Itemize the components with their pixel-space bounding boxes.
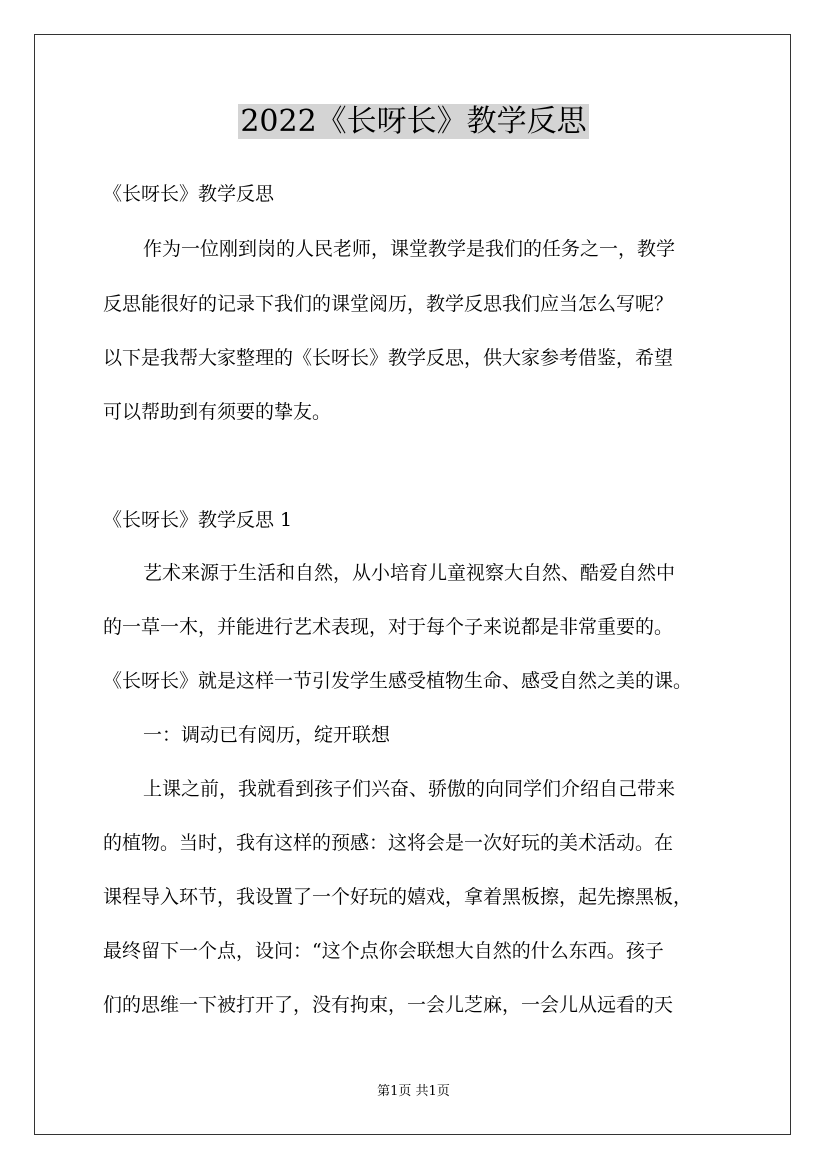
paragraph-1-line-2: 的一草一木，并能进行艺术表现，对于每个子来说都是非常重要的。 <box>103 616 674 638</box>
intro-subtitle: 《长呀长》教学反思 <box>103 183 275 205</box>
paragraph-2-line-4: 最终留下一个点，设问：“这个点你会联想大自然的什么东西。孩子 <box>103 940 664 962</box>
document-title-text: 2022《长呀长》教学反思 <box>240 104 587 139</box>
sub-heading: 一：调动已有阅历，绽开联想 <box>143 724 391 746</box>
intro-line-3: 以下是我帮大家整理的《长呀长》教学反思，供大家参考借鉴，希望 <box>103 347 674 369</box>
paragraph-2-line-3: 课程导入环节，我设置了一个好玩的嬉戏，拿着黑板擦，起先擦黑板， <box>103 886 693 908</box>
intro-line-4: 可以帮助到有须要的挚友。 <box>103 401 332 423</box>
document-title <box>0 100 827 144</box>
page-footer: 第1页 共1页 <box>377 1084 450 1099</box>
paragraph-2-line-1: 上课之前，我就看到孩子们兴奋、骄傲的向同学们介绍自己带来 <box>143 778 676 800</box>
section-heading: 《长呀长》教学反思 1 <box>103 509 293 531</box>
paragraph-1-line-1: 艺术来源于生活和自然，从小培育儿童视察大自然、酷爱自然中 <box>143 562 676 584</box>
intro-line-2: 反思能很好的记录下我们的课堂阅历，教学反思我们应当怎么写呢？ <box>103 293 674 315</box>
paragraph-2-line-5: 们的思维一下被打开了，没有拘束，一会儿芝麻，一会儿从远看的天 <box>103 994 674 1016</box>
paragraph-2-line-2: 的植物。当时，我有这样的预感：这将会是一次好玩的美术活动。在 <box>103 832 674 854</box>
intro-line-1: 作为一位刚到岗的人民老师，课堂教学是我们的任务之一，教学 <box>143 238 676 260</box>
paragraph-1-line-3: 《长呀长》就是这样一节引发学生感受植物生命、感受自然之美的课。 <box>103 670 693 692</box>
